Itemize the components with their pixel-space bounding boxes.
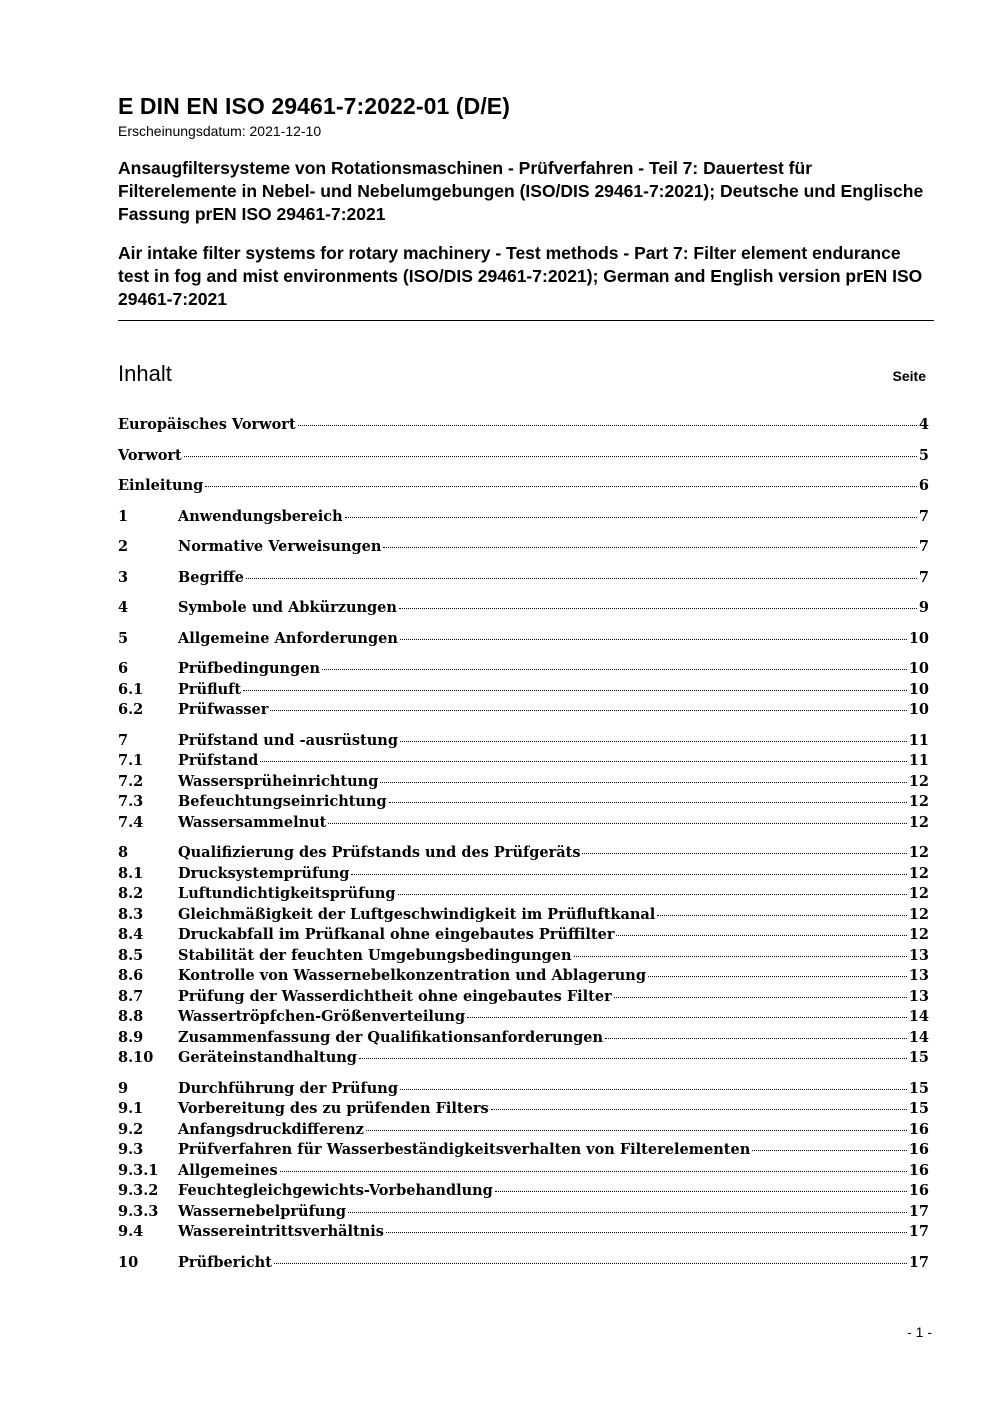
toc-entry-label: Vorbereitung des zu prüfenden Filters xyxy=(178,1100,489,1117)
dot-leader xyxy=(399,608,917,609)
dot-leader xyxy=(328,823,906,824)
toc-entry-label: Prüfverfahren für Wasserbeständigkeitsverhalten von Filterelementen xyxy=(178,1141,751,1158)
toc-entry-page: 10 xyxy=(908,680,929,698)
toc-entry[interactable] xyxy=(118,569,929,590)
toc-entry-label: Anwendungsbereich xyxy=(178,507,343,525)
dot-leader xyxy=(582,853,906,854)
toc-entry-page: 13 xyxy=(908,987,929,1005)
toc-entry-label: Wassertröpfchen-Größenverteilung xyxy=(178,1008,466,1025)
toc-entry-page: 12 xyxy=(908,885,929,902)
toc-entry-label: Vorwort xyxy=(118,446,182,464)
toc-entry[interactable] xyxy=(118,732,929,753)
dot-leader xyxy=(574,956,907,957)
toc-entry-number: 8.9 xyxy=(118,1028,144,1046)
toc-entry-number: 1 xyxy=(118,507,129,525)
toc-entry[interactable] xyxy=(118,538,929,559)
toc-entry-page: 5 xyxy=(918,446,929,464)
toc-entry-number: 6.2 xyxy=(118,701,144,718)
toc-entry-page: 17 xyxy=(908,1253,929,1271)
dot-leader xyxy=(398,894,907,895)
toc-entry[interactable] xyxy=(118,660,929,681)
title-german: Ansaugfiltersysteme von Rotationsmaschinen - Prüfverfahren - Teil 7: Dauertest für Filterelemente in Nebel- und Nebelumgebungen (ISO/DIS 29461-7:2021); Deutsche und Englische Fassung prEN ISO 29461-7:2021 xyxy=(118,158,924,224)
publication-date: Erscheinungsdatum: 2021-12-10 xyxy=(118,123,322,139)
dot-leader xyxy=(400,639,907,640)
toc-entry-page: 10 xyxy=(908,660,929,677)
toc-entry-label: Anfangsdruckdifferenz xyxy=(178,1120,364,1138)
toc-entry[interactable] xyxy=(118,793,929,814)
toc-entry-page: 17 xyxy=(908,1223,929,1240)
toc-entry-label: Prüfwasser xyxy=(178,701,269,718)
toc-entry[interactable] xyxy=(118,1141,929,1162)
dot-leader xyxy=(386,1232,907,1233)
dot-leader xyxy=(274,1263,907,1264)
toc-entry-label: Luftundichtigkeitsprüfung xyxy=(178,885,396,902)
toc-entry[interactable] xyxy=(118,1182,929,1203)
toc-entry-page: 11 xyxy=(908,752,929,769)
toc-entry-label: Allgemeines xyxy=(178,1161,278,1179)
toc-entry-number: 8.4 xyxy=(118,926,144,943)
toc-entry-page: 16 xyxy=(908,1141,929,1158)
toc-entry-number: 7.2 xyxy=(118,772,144,790)
toc-entry-label: Einleitung xyxy=(118,477,204,494)
toc-entry-label: Prüfstand xyxy=(178,752,259,769)
toc-entry[interactable] xyxy=(118,988,929,1009)
dot-leader xyxy=(614,997,907,998)
toc-entry-label: Prüfluft xyxy=(178,680,242,698)
dot-leader xyxy=(205,486,917,487)
dot-leader xyxy=(246,578,917,579)
dot-leader xyxy=(400,741,907,742)
dot-leader xyxy=(243,690,907,691)
dot-leader xyxy=(616,935,906,936)
toc-entry[interactable] xyxy=(118,865,929,886)
toc-entry-page: 16 xyxy=(908,1161,929,1179)
toc-entry-label: Begriffe xyxy=(178,568,244,586)
dot-leader xyxy=(648,976,907,977)
toc-entry-page: 4 xyxy=(918,416,929,433)
toc-entry-number: 5 xyxy=(118,629,129,647)
toc-entry-label: Prüfbedingungen xyxy=(178,660,321,677)
toc-entry-page: 13 xyxy=(908,967,929,984)
toc-entry-page: 14 xyxy=(908,1028,929,1046)
toc-entry[interactable] xyxy=(118,477,929,498)
toc-entry-label: Allgemeine Anforderungen xyxy=(178,629,398,647)
toc-entry-page: 10 xyxy=(908,701,929,718)
toc-entry-page: 12 xyxy=(908,844,929,861)
toc-entry[interactable] xyxy=(118,1162,929,1183)
toc-entry-label: Wassersammelnut xyxy=(178,813,327,831)
toc-entry-page: 7 xyxy=(918,538,929,555)
toc-entry-number: 8.3 xyxy=(118,905,144,923)
toc-entry-label: Feuchtegleichgewichts-Vorbehandlung xyxy=(178,1182,493,1199)
dot-leader xyxy=(322,669,907,670)
toc-entry-number: 7.3 xyxy=(118,793,144,810)
toc-entry-label: Drucksystemprüfung xyxy=(178,864,350,882)
toc-entry-label: Europäisches Vorwort xyxy=(118,416,296,433)
dot-leader xyxy=(495,1191,907,1192)
toc-entry[interactable] xyxy=(118,1029,929,1050)
toc-entry-number: 8.7 xyxy=(118,987,144,1005)
toc-entry-label: Stabilität der feuchten Umgebungsbedingungen xyxy=(178,946,572,964)
toc-entry-label: Qualifizierung des Prüfstands und des Prüfgeräts xyxy=(178,844,581,861)
toc-entry-label: Prüfung der Wasserdichtheit ohne eingebautes Filter xyxy=(178,987,612,1005)
dot-leader xyxy=(752,1150,907,1151)
dot-leader xyxy=(657,915,907,916)
toc-entry-number: 9.3.1 xyxy=(118,1161,159,1179)
toc-entry-number: 8.5 xyxy=(118,946,144,964)
toc-entry-label: Wassersprüheinrichtung xyxy=(178,772,379,790)
toc-entry-page: 12 xyxy=(908,905,929,923)
toc-entry-label: Zusammenfassung der Qualifikationsanforderungen xyxy=(178,1028,604,1046)
toc-entry-number: 8.10 xyxy=(118,1049,154,1066)
dot-leader xyxy=(400,1089,907,1090)
toc-entry-number: 8 xyxy=(118,844,129,861)
toc-entry-page: 11 xyxy=(908,731,929,749)
toc-entry[interactable] xyxy=(118,814,929,835)
toc-entry[interactable] xyxy=(118,1100,929,1121)
toc-entry-number: 4 xyxy=(118,599,129,616)
dot-leader xyxy=(184,456,917,457)
toc-entry[interactable] xyxy=(118,844,929,865)
toc-entry[interactable] xyxy=(118,926,929,947)
toc-entry-number: 9.4 xyxy=(118,1223,144,1240)
toc-entry-number: 8.2 xyxy=(118,885,144,902)
dot-leader xyxy=(280,1171,907,1172)
toc-entry-page: 13 xyxy=(908,946,929,964)
toc-entry-number: 9.3 xyxy=(118,1141,144,1158)
dot-leader xyxy=(383,547,917,548)
toc-entry-page: 12 xyxy=(908,772,929,790)
toc-entry[interactable] xyxy=(118,681,929,702)
toc-entry-page: 7 xyxy=(918,507,929,525)
toc-entry[interactable] xyxy=(118,599,929,620)
toc-entry-label: Befeuchtungseinrichtung xyxy=(178,793,387,810)
toc-entry-number: 9 xyxy=(118,1079,129,1097)
toc-entry-page: 12 xyxy=(908,813,929,831)
toc-entry-number: 9.2 xyxy=(118,1120,144,1138)
toc-entry-number: 9.3.3 xyxy=(118,1202,159,1220)
toc-entry-label: Druckabfall im Prüfkanal ohne eingebautes Prüffilter xyxy=(178,926,615,943)
toc-entry-number: 6 xyxy=(118,660,129,677)
toc-entry-label: Prüfbericht xyxy=(178,1253,272,1271)
toc-entry[interactable] xyxy=(118,1008,929,1029)
toc-entry[interactable] xyxy=(118,630,929,651)
toc-entry-label: Wassereintrittsverhältnis xyxy=(178,1223,384,1240)
toc-entry-number: 9.3.2 xyxy=(118,1182,159,1199)
toc-entry-label: Durchführung der Prüfung xyxy=(178,1079,398,1097)
toc-entry[interactable] xyxy=(118,1223,929,1244)
toc-entry-number: 8.8 xyxy=(118,1008,144,1025)
toc-title: Inhalt xyxy=(118,361,172,386)
toc-entry[interactable] xyxy=(118,416,929,437)
toc-entry-page: 7 xyxy=(918,568,929,586)
dot-leader xyxy=(345,517,917,518)
toc-entry-page: 9 xyxy=(918,599,929,616)
toc-entry-number: 8.6 xyxy=(118,967,144,984)
toc-entry-number: 8.1 xyxy=(118,864,144,882)
toc-entry[interactable] xyxy=(118,906,929,927)
toc-entry-page: 12 xyxy=(908,864,929,882)
dot-leader xyxy=(366,1130,907,1131)
toc-entry[interactable] xyxy=(118,508,929,529)
toc-entry-label: Symbole und Abkürzungen xyxy=(178,599,397,616)
toc-entry-number: 2 xyxy=(118,538,129,555)
toc-entry-page: 10 xyxy=(908,629,929,647)
toc-entry-label: Normative Verweisungen xyxy=(178,538,382,555)
toc-entry[interactable] xyxy=(118,967,929,988)
document-id: E DIN EN ISO 29461-7:2022-01 (D/E) xyxy=(118,93,511,119)
dot-leader xyxy=(260,761,907,762)
toc-entry-page: 17 xyxy=(908,1202,929,1220)
toc-entry[interactable] xyxy=(118,885,929,906)
toc-entry-number: 6.1 xyxy=(118,680,144,698)
toc-entry[interactable] xyxy=(118,947,929,968)
toc-entry-number: 9.1 xyxy=(118,1100,144,1117)
document-header xyxy=(118,92,934,311)
toc-entry-label: Geräteinstandhaltung xyxy=(178,1049,357,1066)
dot-leader xyxy=(467,1017,907,1018)
toc-entry-number: 7.4 xyxy=(118,813,144,831)
toc-entry-number: 7 xyxy=(118,731,129,749)
toc-entry-number: 3 xyxy=(118,568,129,586)
title-english: Air intake filter systems for rotary machinery - Test methods - Part 7: Filter element endurance test in fog and mist environments (ISO/DIS 29461-7:2021); German and English version prEN ISO 29461-7:2021 xyxy=(118,243,923,309)
toc-entry-label: Kontrolle von Wassernebelkonzentration und Ablagerung xyxy=(178,967,646,984)
page-number: - 1 - xyxy=(907,1324,932,1340)
dot-leader xyxy=(348,1212,907,1213)
toc-entry-page: 15 xyxy=(908,1079,929,1097)
toc-entry[interactable] xyxy=(118,701,929,722)
toc-entry[interactable] xyxy=(118,1254,929,1275)
toc-entry-page: 15 xyxy=(908,1100,929,1117)
toc-entry-number: 10 xyxy=(118,1253,139,1271)
toc-entry[interactable] xyxy=(118,752,929,773)
dot-leader xyxy=(605,1038,907,1039)
toc-entry-label: Wassernebelprüfung xyxy=(178,1202,347,1220)
toc-entry[interactable] xyxy=(118,773,929,794)
toc-entry[interactable] xyxy=(118,447,929,468)
dot-leader xyxy=(389,802,907,803)
title-divider xyxy=(118,320,934,321)
toc-entry[interactable] xyxy=(118,1049,929,1070)
dot-leader xyxy=(270,710,906,711)
toc-page-column-label: Seite xyxy=(892,368,926,384)
dot-leader xyxy=(491,1109,907,1110)
toc-entry-page: 12 xyxy=(908,793,929,810)
dot-leader xyxy=(380,782,906,783)
toc-entry[interactable] xyxy=(118,1121,929,1142)
dot-leader xyxy=(298,425,917,426)
toc-entry-page: 6 xyxy=(918,477,929,494)
toc-entry-page: 16 xyxy=(908,1182,929,1199)
toc-entry-label: Prüfstand und -ausrüstung xyxy=(178,731,398,749)
toc-entry[interactable] xyxy=(118,1203,929,1224)
toc-entry-page: 15 xyxy=(908,1049,929,1066)
dot-leader xyxy=(351,874,906,875)
toc-entry-page: 16 xyxy=(908,1120,929,1138)
toc-entry-page: 14 xyxy=(908,1008,929,1025)
dot-leader xyxy=(359,1058,907,1059)
toc-entry[interactable] xyxy=(118,1080,929,1101)
toc-entry-label: Gleichmäßigkeit der Luftgeschwindigkeit im Prüfluftkanal xyxy=(178,905,656,923)
toc-entry-number: 7.1 xyxy=(118,752,144,769)
toc-entry-page: 12 xyxy=(908,926,929,943)
